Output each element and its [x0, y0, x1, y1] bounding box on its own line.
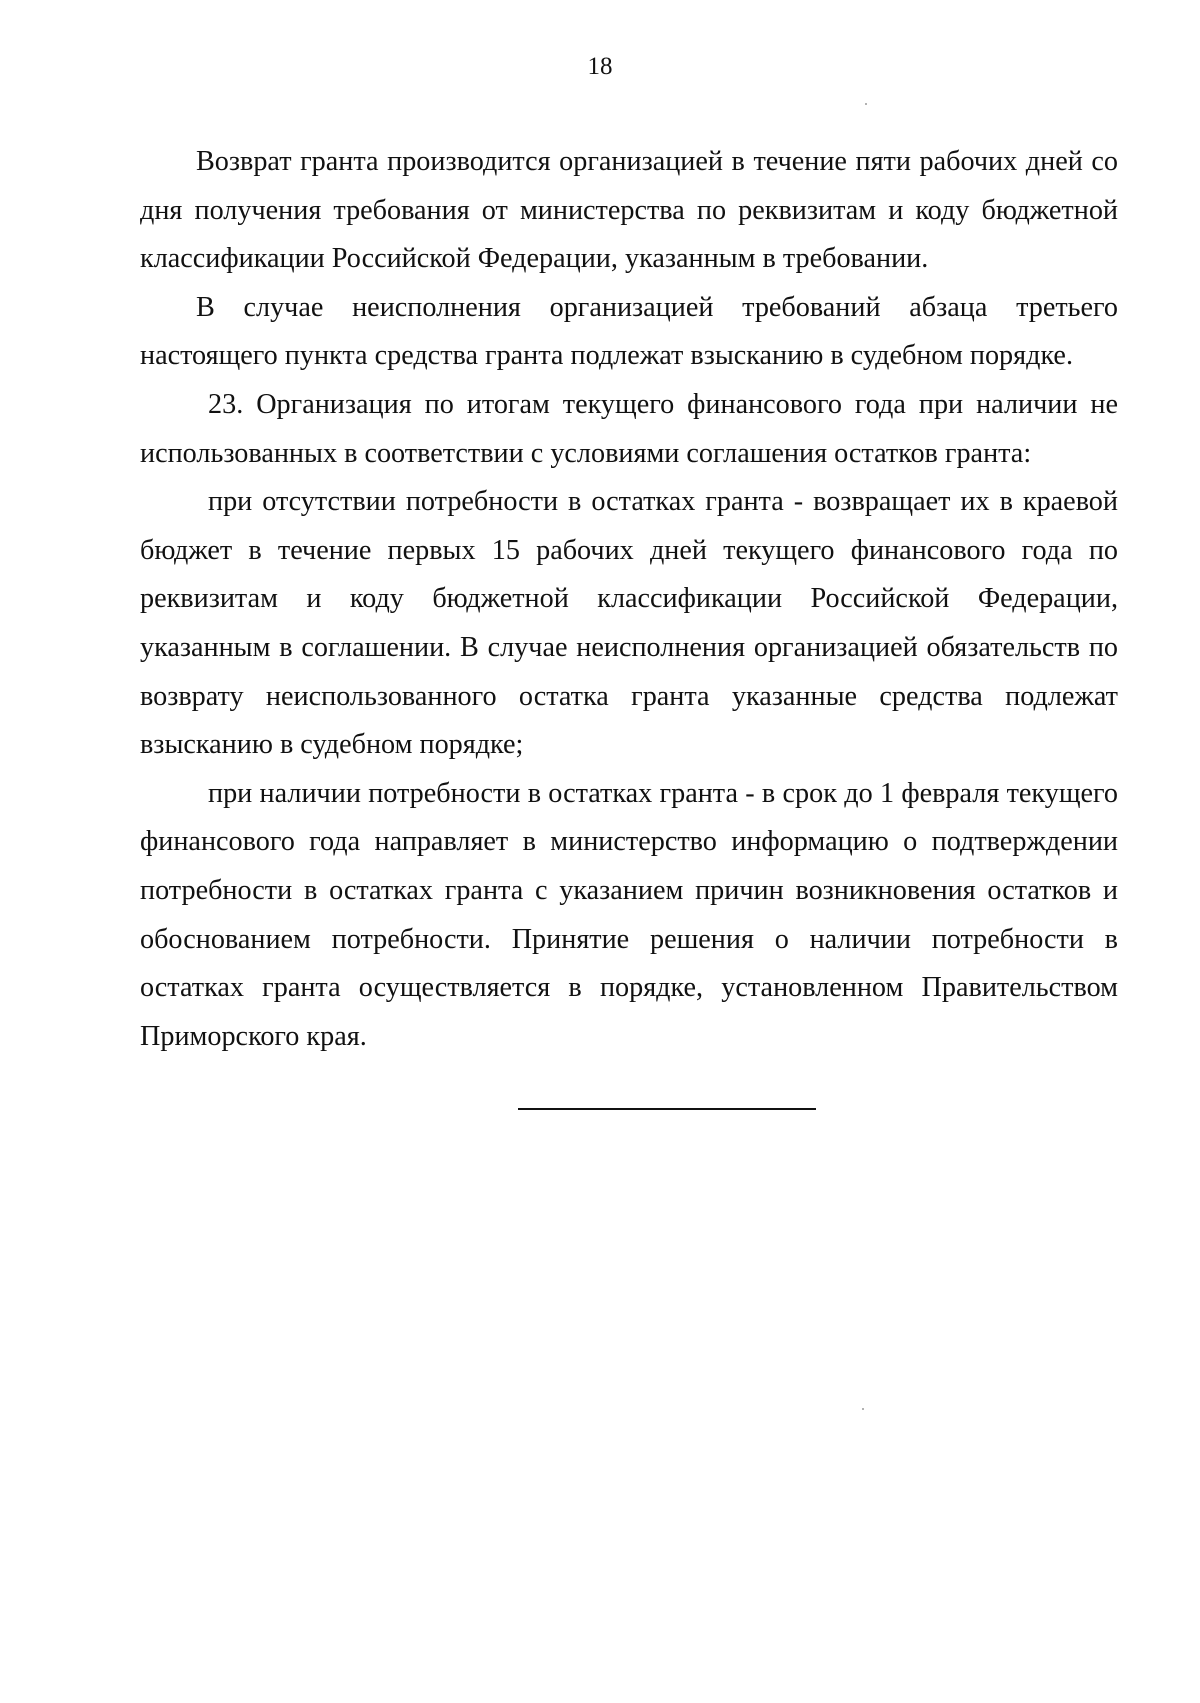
scan-speck [865, 103, 867, 105]
end-of-text-rule [518, 1108, 816, 1110]
paragraph-need-remainder: при наличии потребности в остатках гранта - в срок до 1 февраля текущего финансового года направляет в министерство информацию о подтверждении потребности в остатках гранта с указанием причин возникновения остатков и обоснованием потребности. Принятие решения о наличии потребности в остатках гранта осуществляется в порядке, установленном Правительством Приморского края. [140, 777, 1118, 1052]
paragraph-grant-return: Возврат гранта производится организацией в течение пяти рабочих дней со дня получения требования от министерства по реквизитам и коду бюджетной классификации Российской Федерации, указанным в требовании. [140, 146, 1118, 275]
paragraph-item-23: 23. Организация по итогам текущего финансового года при наличии не использованных в соответствии с условиями соглашения остатков гранта: [140, 388, 1118, 469]
paragraph-judicial-recovery: В случае неисполнения организацией требований абзаца третьего настоящего пункта средства гранта подлежат взысканию в судебном порядке. [140, 291, 1118, 372]
scan-speck [862, 1408, 864, 1410]
page-number: 18 [587, 53, 613, 80]
document-body [140, 138, 1118, 1061]
paragraph-no-need-remainder: при отсутствии потребности в остатках гранта - возвращает их в краевой бюджет в течение первых 15 рабочих дней текущего финансового года по реквизитам и коду бюджетной классификации Российской Федерации, указанным в соглашении. В случае неисполнения организацией обязательств по возврату неиспользованного остатка гранта указанные средства подлежат взысканию в судебном порядке; [140, 486, 1118, 761]
